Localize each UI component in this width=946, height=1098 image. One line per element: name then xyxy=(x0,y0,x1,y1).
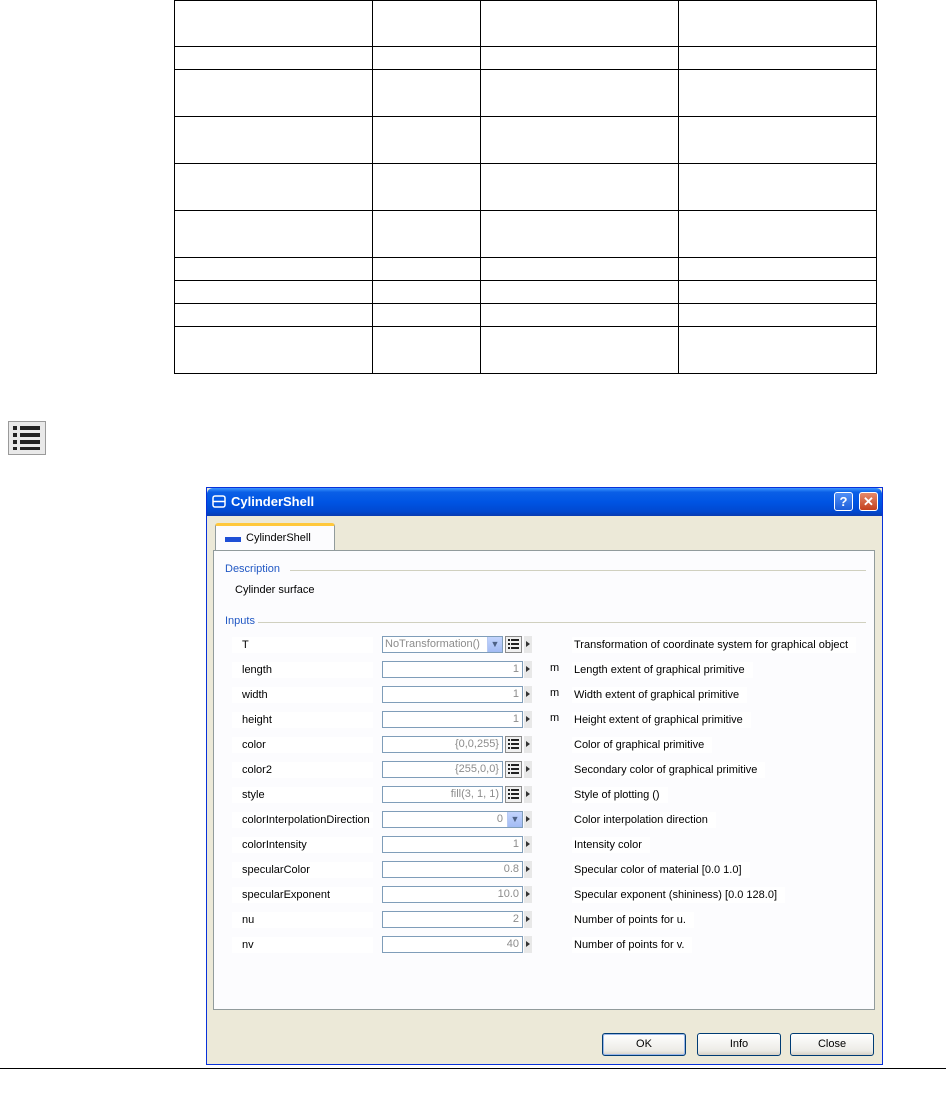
arrow-right-icon[interactable] xyxy=(524,886,532,903)
table-cell xyxy=(373,1,481,47)
info-button[interactable]: Info xyxy=(697,1033,781,1056)
param-description: Secondary color of graphical primitive xyxy=(572,762,765,778)
tab-panel xyxy=(213,550,875,1010)
param-name: specularExponent xyxy=(232,887,373,903)
param-name: color xyxy=(232,737,373,753)
input-row-nv xyxy=(214,934,874,956)
table-cell xyxy=(481,1,679,47)
param-unit: m xyxy=(550,662,560,674)
table-cell xyxy=(175,1,373,47)
param-description: Intensity color xyxy=(572,837,650,853)
param-description: Height extent of graphical primitive xyxy=(572,712,751,728)
select-value: 0 xyxy=(496,813,503,825)
table-cell xyxy=(373,164,481,211)
param-value-field[interactable]: 1 xyxy=(382,711,523,728)
param-unit: m xyxy=(550,712,560,724)
input-row-length xyxy=(214,659,874,681)
table-cell xyxy=(679,304,877,327)
close-button[interactable]: Close xyxy=(790,1033,874,1056)
table-cell xyxy=(679,1,877,47)
table-cell xyxy=(373,117,481,164)
param-value-field[interactable]: 1 xyxy=(382,836,523,853)
divider xyxy=(290,570,866,571)
arrow-right-icon[interactable] xyxy=(524,861,532,878)
cylindershell-dialog xyxy=(206,487,883,1065)
table-cell xyxy=(481,117,679,164)
document-table xyxy=(174,0,877,374)
table-cell xyxy=(373,304,481,327)
param-description: Width extent of graphical primitive xyxy=(572,687,747,703)
input-row-color xyxy=(214,734,874,756)
dialog-icon xyxy=(212,495,226,508)
table-cell xyxy=(679,164,877,211)
table-cell xyxy=(175,211,373,258)
table-cell xyxy=(175,281,373,304)
table-cell xyxy=(481,327,679,374)
list-icon[interactable] xyxy=(505,761,522,778)
input-row-width xyxy=(214,684,874,706)
arrow-right-icon[interactable] xyxy=(524,761,532,778)
param-description: Style of plotting () xyxy=(572,787,668,803)
param-description: Specular color of material [0.0 1.0] xyxy=(572,862,750,878)
input-row-colorIntensity xyxy=(214,834,874,856)
arrow-right-icon[interactable] xyxy=(524,811,532,828)
divider xyxy=(0,1068,946,1069)
param-description: Length extent of graphical primitive xyxy=(572,662,753,678)
arrow-right-icon[interactable] xyxy=(524,836,532,853)
param-description: Color interpolation direction xyxy=(572,812,716,828)
arrow-right-icon[interactable] xyxy=(524,786,532,803)
param-unit: m xyxy=(550,687,560,699)
table-cell xyxy=(679,117,877,164)
table-cell xyxy=(373,258,481,281)
tab-cylindershell[interactable] xyxy=(215,523,335,551)
description-text: Cylinder surface xyxy=(235,584,315,596)
dropdown-icon[interactable]: ▼ xyxy=(487,637,502,652)
arrow-right-icon[interactable] xyxy=(524,661,532,678)
param-name: style xyxy=(232,787,373,803)
param-description: Number of points for u. xyxy=(572,912,694,928)
table-cell xyxy=(175,47,373,70)
table-cell xyxy=(175,164,373,211)
param-description: Transformation of coordinate system for graphical object xyxy=(572,637,856,653)
table-cell xyxy=(481,281,679,304)
param-name: colorIntensity xyxy=(232,837,373,853)
param-name: width xyxy=(232,687,373,703)
arrow-right-icon[interactable] xyxy=(524,711,532,728)
table-cell xyxy=(481,304,679,327)
param-name: height xyxy=(232,712,373,728)
arrow-right-icon[interactable] xyxy=(524,636,532,653)
param-name: length xyxy=(232,662,373,678)
divider xyxy=(258,622,866,623)
table-cell xyxy=(481,47,679,70)
arrow-right-icon[interactable] xyxy=(524,686,532,703)
arrow-right-icon[interactable] xyxy=(524,936,532,953)
param-value-field[interactable]: 1 xyxy=(382,661,523,678)
param-value-field[interactable]: 40 xyxy=(382,936,523,953)
param-value-select[interactable] xyxy=(382,636,503,653)
table-cell xyxy=(679,327,877,374)
table-cell xyxy=(373,70,481,117)
param-value-field[interactable]: {0,0,255} xyxy=(382,736,503,753)
input-row-style xyxy=(214,784,874,806)
input-row-nu xyxy=(214,909,874,931)
tab-label: CylinderShell xyxy=(246,532,311,544)
list-icon[interactable] xyxy=(505,636,522,653)
title-bar[interactable] xyxy=(207,488,882,516)
param-name: nu xyxy=(232,912,373,928)
param-value-field[interactable]: 10.0 xyxy=(382,886,523,903)
list-icon[interactable] xyxy=(505,786,522,803)
input-row-colorInterpolationDirection xyxy=(214,809,874,831)
param-value-field[interactable]: fill(3, 1, 1) xyxy=(382,786,503,803)
param-name: nv xyxy=(232,937,373,953)
select-value: NoTransformation() xyxy=(385,638,480,650)
table-cell xyxy=(679,47,877,70)
param-value-field[interactable]: 0.8 xyxy=(382,861,523,878)
table-cell xyxy=(175,327,373,374)
model-tab-icon xyxy=(225,537,241,542)
param-description: Color of graphical primitive xyxy=(572,737,712,753)
param-name: colorInterpolationDirection xyxy=(232,812,373,828)
table-cell xyxy=(175,258,373,281)
arrow-right-icon[interactable] xyxy=(524,911,532,928)
param-description: Number of points for v. xyxy=(572,937,692,953)
table-cell xyxy=(679,258,877,281)
table-cell xyxy=(175,117,373,164)
param-value-select[interactable] xyxy=(382,811,523,828)
table-cell xyxy=(679,211,877,258)
table-cell xyxy=(679,281,877,304)
input-row-specularExponent xyxy=(214,884,874,906)
dropdown-icon[interactable]: ▼ xyxy=(507,812,522,827)
table-cell xyxy=(373,281,481,304)
list-icon[interactable] xyxy=(505,736,522,753)
list-icon xyxy=(8,421,46,455)
description-group-label: Description xyxy=(225,563,281,575)
table-cell xyxy=(373,327,481,374)
table-cell xyxy=(481,70,679,117)
table-cell xyxy=(175,70,373,117)
table-cell xyxy=(679,70,877,117)
input-row-specularColor xyxy=(214,859,874,881)
param-value-field[interactable]: 1 xyxy=(382,686,523,703)
arrow-right-icon[interactable] xyxy=(524,736,532,753)
table-cell xyxy=(481,164,679,211)
dialog-title: CylinderShell xyxy=(231,494,315,509)
ok-button[interactable]: OK xyxy=(602,1033,686,1056)
input-row-color2 xyxy=(214,759,874,781)
inputs-group-label: Inputs xyxy=(225,615,255,627)
input-row-height xyxy=(214,709,874,731)
table-cell xyxy=(481,211,679,258)
param-value-field[interactable]: 2 xyxy=(382,911,523,928)
param-description: Specular exponent (shininess) [0.0 128.0] xyxy=(572,887,785,903)
table-cell xyxy=(373,211,481,258)
input-row-T xyxy=(214,634,874,656)
param-name: color2 xyxy=(232,762,373,778)
param-name: T xyxy=(232,637,373,653)
table-cell xyxy=(373,47,481,70)
param-value-field[interactable]: {255,0,0} xyxy=(382,761,503,778)
help-icon[interactable]: ? xyxy=(834,492,853,511)
close-icon[interactable]: ✕ xyxy=(859,492,878,511)
table-cell xyxy=(175,304,373,327)
param-name: specularColor xyxy=(232,862,373,878)
table-cell xyxy=(481,258,679,281)
